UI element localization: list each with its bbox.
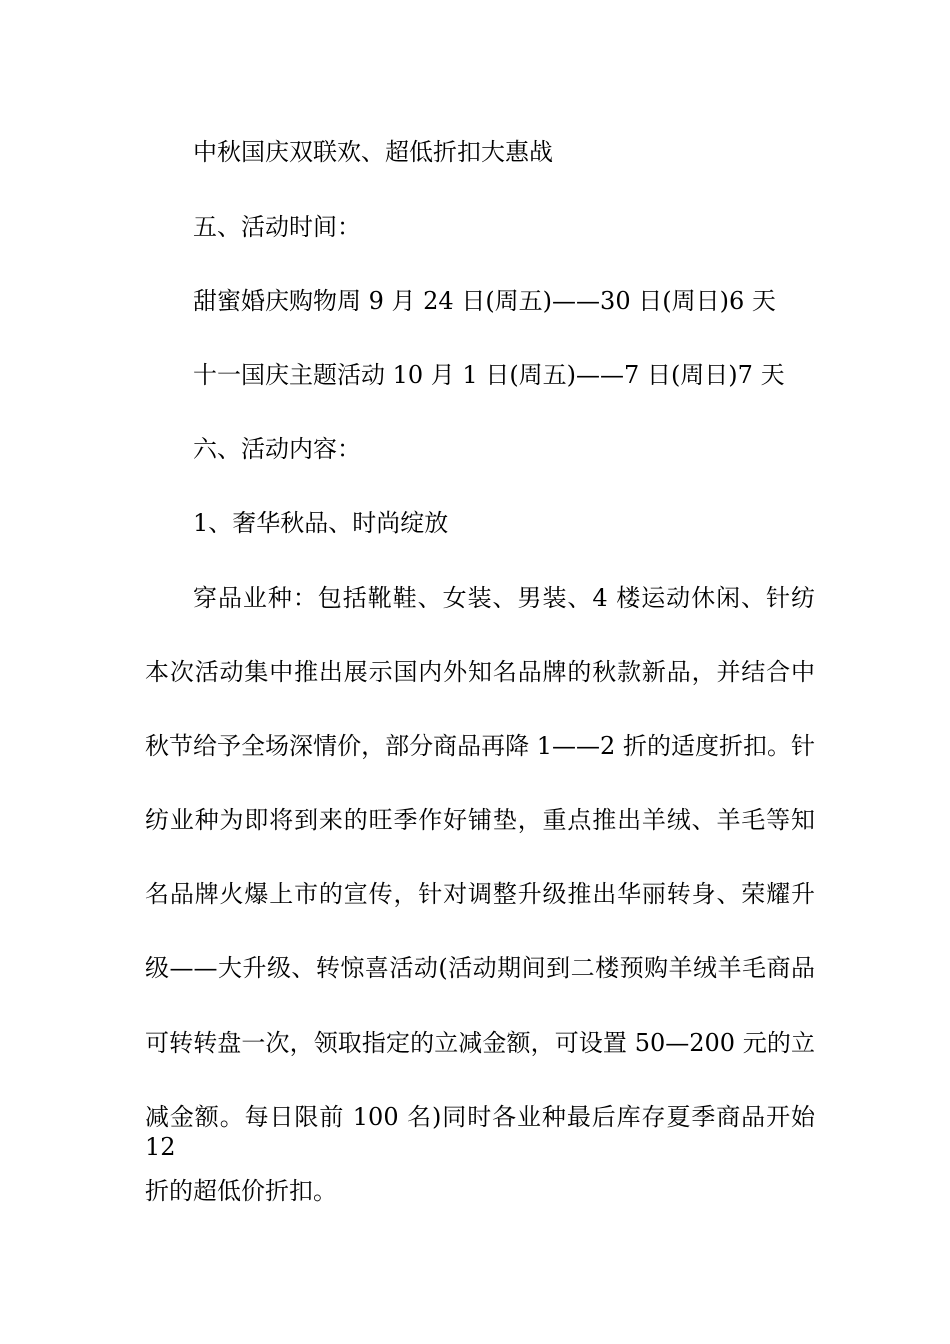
- paragraph-line: 可转转盘一次，领取指定的立减金额，可设置 50—200 元的立: [145, 1029, 815, 1057]
- paragraph-line: 秋节给予全场深情价，部分商品再降 1——2 折的适度折扣。针: [145, 732, 815, 760]
- line-national-day: 十一国庆主题活动 10 月 1 日(周五)——7 日(周日)7 天: [193, 361, 785, 389]
- line-wedding-week: 甜蜜婚庆购物周 9 月 24 日(周五)——30 日(周日)6 天: [193, 287, 776, 315]
- paragraph-line: 折的超低价折扣。: [145, 1177, 337, 1205]
- paragraph-line: 级——大升级、转惊喜活动(活动期间到二楼预购羊绒羊毛商品: [145, 954, 815, 982]
- section-heading-content: 六、活动内容：: [193, 435, 361, 463]
- paragraph-line: 穿品业种：包括靴鞋、女装、男装、4 楼运动休闲、针纺: [193, 584, 815, 612]
- paragraph-line: 本次活动集中推出展示国内外知名品牌的秋款新品，并结合中: [145, 658, 815, 686]
- subheading-autumn: 1、奢华秋品、时尚绽放: [193, 509, 449, 537]
- section-heading-time: 五、活动时间：: [193, 213, 361, 241]
- paragraph-line: 减金额。每日限前 100 名)同时各业种最后库存夏季商品开始 12: [145, 1103, 815, 1161]
- line-heading-theme: 中秋国庆双联欢、超低折扣大惠战: [193, 138, 553, 166]
- paragraph-line: 名品牌火爆上市的宣传，针对调整升级推出华丽转身、荣耀升: [145, 880, 815, 908]
- paragraph-line: 纺业种为即将到来的旺季作好铺垫，重点推出羊绒、羊毛等知: [145, 806, 815, 834]
